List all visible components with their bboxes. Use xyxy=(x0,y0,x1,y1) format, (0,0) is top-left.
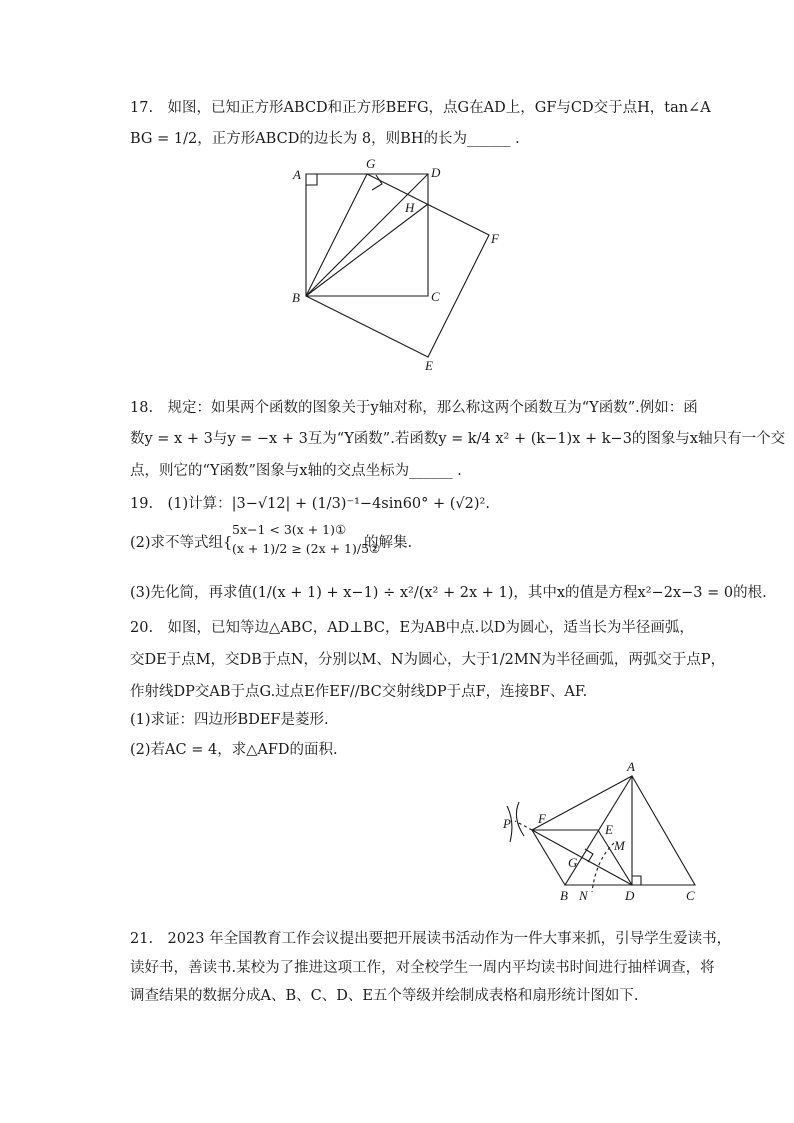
q20-text-line3: 作射线DP交AB于点G.过点E作EF//BC交射线DP于点F，连接BF、AF. xyxy=(130,684,588,700)
q20-part1: (1)求证：四边形BDEF是菱形. xyxy=(130,712,329,728)
q19-part2-prefix: (2)求不等式组{ xyxy=(130,535,233,551)
q19-inequality-1: 5x−1 < 3(x + 1)① xyxy=(232,522,347,537)
q19-part2-suffix: 的解集. xyxy=(364,535,413,551)
q20-label-D: D xyxy=(625,888,635,903)
q21-text-line1: 21. 2023 年全国教育工作会议提出要把开展读书活动作为一件大事来抓，引导学生爱读书， xyxy=(130,931,732,947)
q18-text-line1: 18. 规定：如果两个函数的图象关于y轴对称，那么称这两个函数互为“Y函数”.例如：函 xyxy=(130,400,698,416)
q19-inequality-2: (x + 1)/2 ≥ (2x + 1)/5② xyxy=(232,541,381,556)
q20-label-F: F xyxy=(538,811,546,826)
q20-label-N: N xyxy=(579,888,588,903)
q17-text-line2: BG = 1/2，正方形ABCD的边长为 8，则BH的长为______ . xyxy=(130,131,520,147)
q20-text-line2: 交DE于点M，交DB于点N，分别以M、N为圆心，大于1/2MN为半径画弧，两弧交于点P， xyxy=(130,652,726,668)
q19-part1: 19. (1)计算：|3−√12| + (1/3)⁻¹−4sin60° + (√2)². xyxy=(130,496,490,512)
q17-text-line1: 17. 如图，已知正方形ABCD和正方形BEFG，点G在AD上，GF与CD交于点H，tan∠A xyxy=(130,100,711,116)
q20-label-A: A xyxy=(627,759,635,774)
q17-label-B: B xyxy=(292,290,300,305)
q18-text-line3: 点，则它的“Y函数”图象与x轴的交点坐标为______ . xyxy=(130,463,462,479)
q17-label-A: A xyxy=(293,167,301,182)
q21-text-line3: 调查结果的数据分成A、B、C、D、E五个等级并绘制成表格和扇形统计图如下. xyxy=(130,988,639,1004)
q21-text-line2: 读好书，善读书.某校为了推进这项工作，对全校学生一周内平均读书时间进行抽样调查，将 xyxy=(130,960,715,976)
q20-part2: (2)若AC = 4，求△AFD的面积. xyxy=(130,742,338,758)
q20-label-P: P xyxy=(503,816,511,831)
q20-label-G: G xyxy=(568,855,578,870)
q17-label-H: H xyxy=(405,200,415,215)
q20-label-E: E xyxy=(605,822,613,837)
q18-text-line2: 数y = x + 3与y = −x + 3互为“Y函数”.若函数y = k/4 x² + (k−1)x + k−3的图象与x轴只有一个交 xyxy=(130,431,786,447)
q17-label-F: F xyxy=(491,231,499,246)
q20-label-M: M xyxy=(614,838,625,853)
q17-label-C: C xyxy=(431,289,440,304)
q17-label-D: D xyxy=(431,165,441,180)
q20-label-B: B xyxy=(560,888,568,903)
q20-label-C: C xyxy=(686,888,695,903)
q20-text-line1: 20. 如图，已知等边△ABC，AD⊥BC，E为AB中点.以D为圆心，适当长为半径画弧， xyxy=(130,620,694,636)
q17-label-E: E xyxy=(425,358,433,373)
q17-label-G: G xyxy=(366,156,376,171)
q19-part3: (3)先化简，再求值(1/(x + 1) + x−1) ÷ x²/(x² + 2x + 1)，其中x的值是方程x²−2x−3 = 0的根. xyxy=(130,585,767,601)
